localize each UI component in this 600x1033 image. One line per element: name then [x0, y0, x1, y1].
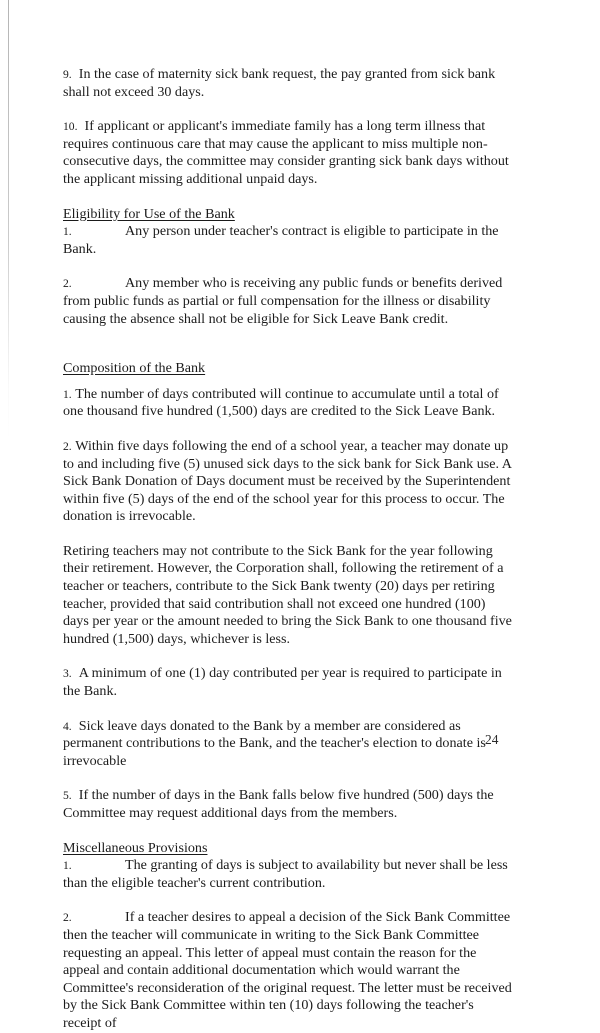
paragraph-text: In the case of maternity sick bank request, the pay granted from sick bank shall not exceed 30 days.: [63, 66, 496, 100]
spacer: [63, 648, 513, 665]
list-marker: 4.: [63, 719, 72, 733]
paragraph-text: Any member who is receiving any public funds or benefits derived from public funds as partial or full compensation for the illness or disability causing the absence shall not be eligible for Sick Leave Bank credit.: [63, 275, 503, 327]
paragraph-text: If a teacher desires to appeal a decision of the Sick Bank Committee then the teacher will communicate in writing to the Sick Bank Committee requesting an appeal. This letter of appeal must contain the reason for the appeal and contain additional documentation which would warrant the Committee's reconsideration of the original request. The letter must be received by the Sick Bank Committee within ten (10) days following the teacher's receipt of: [63, 909, 512, 1031]
paragraph-composition-3: [63, 665, 513, 700]
spacer: [63, 258, 513, 275]
document-page-body: [63, 66, 513, 1033]
numbered-item-misc-1: [63, 857, 513, 892]
spacer: [63, 770, 513, 787]
paragraph-composition-2: [63, 438, 513, 526]
numbered-item-eligibility-2: [63, 275, 513, 328]
list-marker: 3.: [63, 667, 72, 681]
paragraph-text: If applicant or applicant's immediate family has a long term illness that requires continuous care that may cause the applicant to miss multiple non-consecutive days, the committee may consider granting sick bank days without the applicant missing additional unpaid days.: [63, 118, 509, 187]
list-marker: 2.: [63, 911, 72, 925]
list-marker: 1.: [63, 859, 72, 873]
spacer: [63, 189, 513, 206]
list-marker: 5.: [63, 789, 72, 803]
numbered-item-eligibility-1: [63, 223, 513, 258]
paragraph-item-10: [63, 118, 513, 188]
paragraph-text: Sick leave days donated to the Bank by a member are considered as permanent contributions to the Bank, and the teacher's election to donate is irrevocable: [63, 717, 486, 769]
paragraph-composition-4: [63, 718, 513, 771]
paragraph-text: The number of days contributed will continue to accumulate until a total of one thousand five hundred (1,500) days are credited to the Sick Leave Bank.: [63, 385, 499, 420]
spacer: [63, 345, 513, 360]
spacer: [63, 101, 513, 118]
section-heading-miscellaneous: Miscellaneous Provisions: [63, 839, 208, 856]
paragraph-text: Any person under teacher's contract is eligible to participate in the Bank.: [63, 223, 499, 257]
spacer: [63, 892, 513, 909]
numbered-item-misc-2: [63, 909, 513, 1032]
list-marker: 2.: [63, 439, 72, 453]
page-number: 24: [485, 732, 499, 747]
list-marker: 1.: [63, 387, 72, 401]
paragraph-text: If the number of days in the Bank falls below five hundred (500) days the Committee may request additional days from the members.: [63, 787, 494, 821]
paragraph-text: A minimum of one (1) day contributed per year is required to participate in the Bank.: [63, 665, 502, 700]
list-marker: 2.: [63, 277, 72, 291]
spacer: [63, 823, 513, 840]
spacer: [63, 526, 513, 543]
paragraph-item-9: [63, 66, 513, 101]
spacer: [63, 701, 513, 718]
list-marker: 9.: [63, 68, 72, 81]
paragraph-composition-5: [63, 787, 513, 822]
spacer: [63, 328, 513, 345]
section-heading-composition: Composition of the Bank: [63, 360, 206, 377]
spacer: [63, 421, 513, 438]
section-heading-eligibility: Eligibility for Use of the Bank: [63, 205, 235, 222]
paragraph-text: The granting of days is subject to availability but never shall be less than the eligible teacher's current contribution.: [63, 857, 508, 891]
list-marker: 1.: [63, 225, 72, 239]
paragraph-text: Within five days following the end of a school year, a teacher may donate up to and including five (5) unused sick days to the sick bank for Sick Bank use. A Sick Bank Donation of Days document must be received by the Superintendent within five (5) days of the end of the school year for this process to occur. The donation is irrevocable.: [63, 437, 512, 525]
scan-edge-artifact: [8, 0, 9, 440]
list-marker: 10.: [63, 120, 78, 134]
paragraph-composition-retiring: Retiring teachers may not contribute to the Sick Bank for the year following their retirement. However, the Corporation shall, following the retirement of a teacher or teachers, contribute to the Sick Bank twenty (20) days per retiring teacher, provided that said contribution shall not exceed one hundred (100) days per year or the amount needed to bring the Sick Bank to one thousand five hundred (1,500) days, whichever is less.: [63, 542, 512, 647]
paragraph-composition-1: [63, 386, 513, 421]
spacer: [63, 378, 513, 386]
